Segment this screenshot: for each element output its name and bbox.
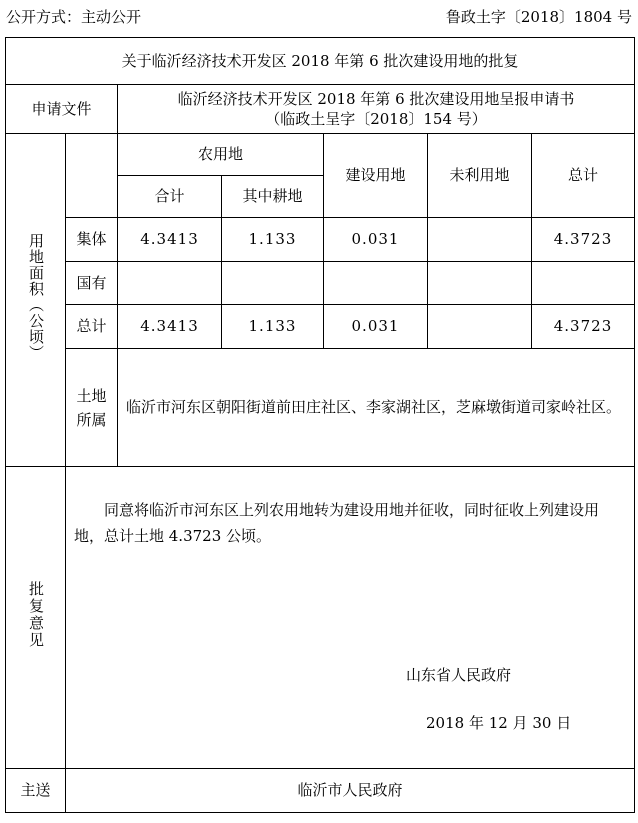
col-total: 总计 bbox=[532, 134, 635, 218]
row-label: 国有 bbox=[66, 262, 118, 305]
col-farmland: 农用地 bbox=[118, 134, 324, 176]
cell-cultivated: 1.133 bbox=[222, 218, 324, 262]
cell-construction: 0.031 bbox=[324, 218, 428, 262]
cell-farmland-total bbox=[118, 262, 222, 305]
cell-construction: 0.031 bbox=[324, 305, 428, 349]
col-construction: 建设用地 bbox=[324, 134, 428, 218]
location-text: 临沂市河东区朝阳街道前田庄社区、李家湖社区，芝麻墩街道司家岭社区。 bbox=[118, 349, 635, 467]
cell-unused bbox=[428, 262, 532, 305]
row-label: 总计 bbox=[66, 305, 118, 349]
document-title: 关于临沂经济技术开发区 2018 年第 6 批次建设用地的批复 bbox=[6, 38, 635, 85]
cell-construction bbox=[324, 262, 428, 305]
title-row bbox=[6, 38, 635, 85]
cc-recipient: 临沂市人民政府 bbox=[66, 769, 635, 813]
col-unused: 未利用地 bbox=[428, 134, 532, 218]
header-corner bbox=[66, 134, 118, 218]
table-row bbox=[6, 305, 635, 349]
table-row bbox=[6, 262, 635, 305]
application-label: 申请文件 bbox=[6, 85, 118, 134]
approval-row bbox=[6, 467, 635, 769]
cell-cultivated bbox=[222, 262, 324, 305]
cell-total: 4.3723 bbox=[532, 218, 635, 262]
cell-unused bbox=[428, 305, 532, 349]
cc-label: 主送 bbox=[6, 769, 66, 813]
signing-date: 2018 年 12 月 30 日 bbox=[426, 714, 572, 732]
cell-total: 4.3723 bbox=[532, 305, 635, 349]
approval-label: 批复意见 bbox=[27, 580, 45, 649]
application-document bbox=[118, 85, 635, 134]
cell-cultivated: 1.133 bbox=[222, 305, 324, 349]
row-label: 集体 bbox=[66, 218, 118, 262]
col-cultivated: 其中耕地 bbox=[222, 176, 324, 218]
col-farmland-total: 合计 bbox=[118, 176, 222, 218]
cell-unused bbox=[428, 218, 532, 262]
land-area-label: 用地面积（公顷） bbox=[6, 134, 66, 467]
cell-total bbox=[532, 262, 635, 305]
application-line-1: 临沂经济技术开发区 2018 年第 6 批次建设用地呈报申请书 bbox=[177, 89, 575, 108]
location-label: 土地所属 bbox=[66, 349, 118, 467]
location-row bbox=[6, 349, 635, 467]
disclosure-method: 公开方式：主动公开 bbox=[6, 8, 142, 26]
cell-farmland-total: 4.3413 bbox=[118, 218, 222, 262]
application-line-2: （临政土呈字〔2018〕154 号） bbox=[265, 110, 487, 128]
application-row bbox=[6, 85, 635, 134]
signer: 山东省人民政府 bbox=[406, 666, 512, 684]
approval-text: 同意将临沂市河东区上列农用地转为建设用地并征收，同时征收上列建设用地，总计土地 4.3723 公顷。 bbox=[74, 501, 600, 546]
approval-label-cell bbox=[6, 467, 66, 769]
cc-row bbox=[6, 769, 635, 813]
approval-content bbox=[66, 467, 635, 769]
column-header-row-1 bbox=[6, 134, 635, 176]
document-number: 鲁政土字〔2018〕1804 号 bbox=[445, 8, 632, 26]
cell-farmland-total: 4.3413 bbox=[118, 305, 222, 349]
approval-form-table bbox=[5, 37, 635, 813]
table-row bbox=[6, 218, 635, 262]
